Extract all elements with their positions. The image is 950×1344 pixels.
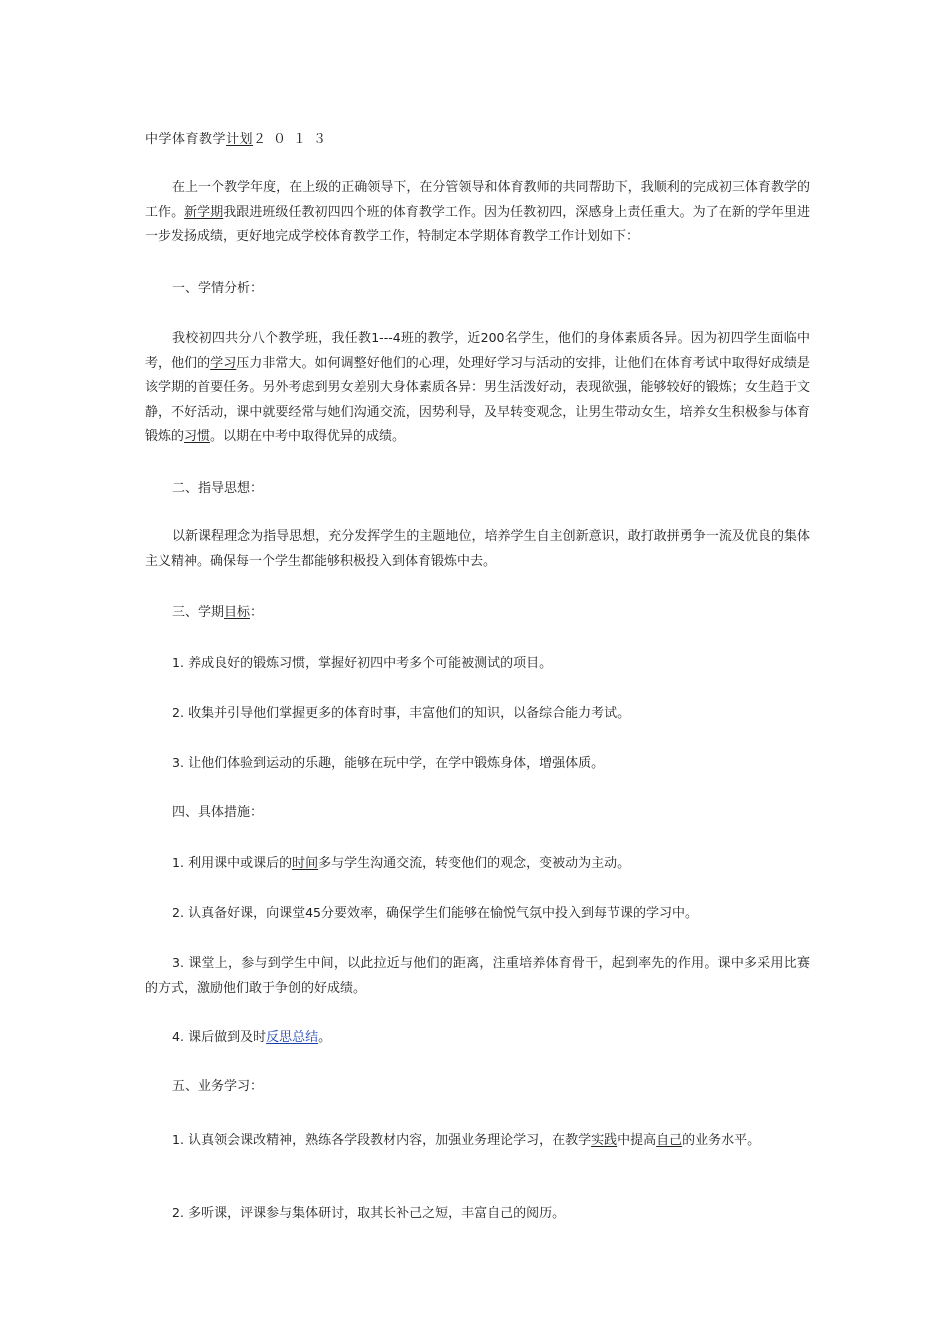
item-text-b: 多与学生沟通交流，转变他们的观念，变被动为主动。	[318, 856, 631, 871]
section-heading-4: 四、具体措施：	[172, 805, 264, 820]
section-5-item-2	[145, 1201, 565, 1227]
item-text-a: 利用课中或课后的	[188, 856, 293, 871]
intro-text-a: 在上一个教学年度，在上级的正确领导下，在分管领导和体育教师的共同帮助下，我顺利的完成初三体育教学的工作。	[145, 180, 810, 220]
link-new-semester[interactable]: 新学期	[184, 204, 224, 220]
intro-paragraph	[145, 176, 810, 250]
item-text: 养成良好的锻炼习惯，掌握好初四中考多个可能被测试的项目。	[188, 656, 553, 671]
item-text-c: 的业务水平。	[682, 1133, 761, 1148]
item-minutes: 45	[305, 905, 321, 920]
item-number: 2.	[172, 1205, 184, 1220]
link-time[interactable]: 时间	[292, 856, 319, 871]
section-heading-3	[145, 601, 263, 626]
item-text-a: 认真备好课，向课堂	[188, 906, 306, 921]
item-text-a: 课后做到及时	[188, 1030, 267, 1045]
item-number: 1.	[172, 655, 184, 670]
s1-text-a: 我校初四共分八个教学班，我任教	[172, 331, 372, 346]
section-5-item-1	[145, 1128, 760, 1154]
item-number: 3.	[172, 755, 184, 770]
s1-text-e: 。以期在中考中取得优异的成绩。	[210, 429, 406, 444]
item-text-b: 。	[318, 1030, 332, 1045]
item-text-b: 中提高	[617, 1133, 657, 1148]
section-4-item-1	[145, 851, 630, 877]
section-3-item-1	[145, 651, 552, 677]
link-oneself[interactable]: 自己	[656, 1133, 683, 1148]
item-text-b: 分要效率，确保学生们能够在愉悦气氛中投入到每节课的学习中。	[321, 906, 699, 921]
item-number: 4.	[172, 1029, 184, 1044]
section-4-item-4	[145, 1025, 331, 1051]
link-study[interactable]: 学习	[210, 355, 237, 371]
section-4-item-3	[145, 951, 810, 1001]
link-goal[interactable]: 目标	[224, 605, 251, 620]
section-3-item-3	[145, 751, 604, 777]
item-text: 多听课，评课参与集体研讨，取其长补己之短，丰富自己的阅历。	[188, 1206, 566, 1221]
s1-text-c: 名学生，他们的身体素质各异。因为初四学生面临中考，他们的	[145, 331, 810, 371]
section-1-paragraph	[145, 326, 810, 450]
item-text: 让他们体验到运动的乐趣，能够在玩中学，在学中锻炼身体，增强体质。	[188, 756, 605, 771]
document-title	[145, 128, 333, 153]
item-number: 1.	[172, 1132, 184, 1147]
section-heading-2: 二、指导思想：	[172, 481, 264, 496]
link-habit[interactable]: 习惯	[184, 429, 211, 444]
title-text: 中学体育教学	[145, 132, 227, 147]
section-heading-5: 五、业务学习：	[172, 1079, 264, 1094]
title-year: ２０１３	[253, 132, 334, 147]
item-text: 课堂上，参与到学生中间，以此拉近与他们的距离，注重培养体育骨干，起到率先的作用。课中多采用比赛的方式，激励他们敢于争创的好成绩。	[145, 956, 810, 996]
item-text-a: 认真领会课改精神，熟练各学段教材内容，加强业务理论学习，在教学	[188, 1133, 592, 1148]
link-practice[interactable]: 实践	[591, 1133, 618, 1148]
s1-student-count: 200	[480, 330, 505, 345]
item-number: 1.	[172, 855, 184, 870]
item-number: 3.	[172, 955, 184, 970]
intro-text-b: 我跟进班级任教初四四个班的体育教学工作。因为任教初四，深感身上责任重大。为了在新的学年里进一步发扬成绩，更好地完成学校体育教学工作，特制定本学期体育教学工作计划如下：	[145, 204, 810, 244]
s1-class-range: 1---4	[371, 330, 401, 345]
s1-text-b: 班的教学，近	[400, 331, 481, 346]
section-4-item-2	[145, 901, 698, 927]
s1-text-d: 压力非常大。如何调整好他们的心理，处理好学习与活动的安排，让他们在体育考试中取得好成绩是该学期的首要任务。另外考虑到男女差别大身体素质各异：男生活泼好动，表现欲强，能够较好的锻炼；女生趋于文静，不好活动，课中就要经常与她们沟通交流，因势利导，及早转变观念，让男生带动女生，培养女生积极参与体育锻炼的	[145, 355, 810, 444]
section-3-item-2	[145, 701, 630, 727]
item-number: 2.	[172, 905, 184, 920]
section-heading-1: 一、学情分析：	[172, 281, 264, 296]
s3-heading-colon: ：	[250, 605, 264, 620]
item-number: 2.	[172, 705, 184, 720]
item-text: 收集并引导他们掌握更多的体育时事，丰富他们的知识，以备综合能力考试。	[188, 706, 631, 721]
section-2-paragraph: 以新课程理念为指导思想，充分发挥学生的主题地位，培养学生自主创新意识，敢打敢拼勇争一流及优良的集体主义精神。确保每一个学生都能够积极投入到体育锻炼中去。	[145, 529, 810, 569]
link-reflection-summary[interactable]: 反思总结	[266, 1030, 319, 1045]
s3-heading-text: 三、学期	[172, 605, 225, 620]
title-link-plan[interactable]: 计划	[226, 132, 254, 147]
